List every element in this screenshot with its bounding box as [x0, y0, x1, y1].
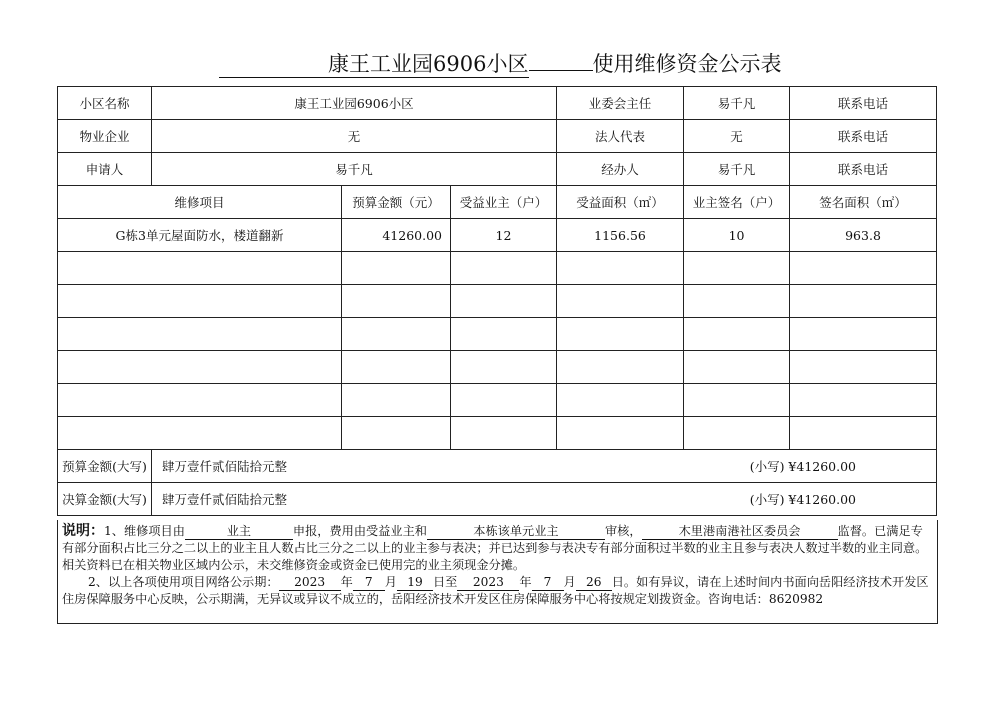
- col-header-owners: 受益业主（户）: [451, 186, 557, 219]
- col-header-signed-area: 签名面积（㎡）: [790, 186, 937, 219]
- table-row: [58, 219, 937, 252]
- community-value: 康王工业园6906小区: [152, 87, 557, 120]
- notes-end-year: 2023: [457, 575, 519, 591]
- notes-supervisor: 木里港南港社区委员会: [642, 524, 838, 540]
- final-upper: 肆万壹仟贰佰陆拾元整: [162, 492, 288, 507]
- col-header-area: 受益面积（㎡）: [557, 186, 684, 219]
- phone-label: 联系电话: [790, 87, 937, 120]
- notes-start-month: 7: [353, 575, 385, 591]
- row-owners: 12: [451, 219, 557, 252]
- title-underline-gap: [529, 70, 593, 71]
- page-title: [0, 48, 1000, 78]
- title-community: 康王工业园6906小区: [219, 51, 529, 78]
- community-label: 小区名称: [58, 87, 152, 120]
- info-row-applicant: [58, 153, 937, 186]
- budget-total-value: [152, 450, 937, 483]
- funds-table: [57, 86, 937, 516]
- budget-upper: 肆万壹仟贰佰陆拾元整: [162, 459, 288, 474]
- legal-label: 法人代表: [557, 120, 684, 153]
- table-row-empty: [58, 384, 937, 417]
- notes-declarer: 业主: [185, 524, 293, 540]
- final-total-label: 决算金额(大写): [58, 483, 152, 516]
- notes-start-day: 19: [397, 575, 433, 591]
- notes-to-char: 日至: [432, 575, 458, 589]
- final-lower: (小写) ¥41260.00: [749, 492, 857, 507]
- final-total-row: [58, 483, 937, 516]
- info-row-community: [58, 87, 937, 120]
- notes-p1-c: 审核，: [604, 524, 642, 538]
- committee-label: 业委会主任: [557, 87, 684, 120]
- notes-p2-a: 2、以上各项使用项目网络公示期：: [88, 575, 279, 589]
- handler-label: 经办人: [557, 153, 684, 186]
- applicant-label: 申请人: [58, 153, 152, 186]
- phone-label: 联系电话: [790, 120, 937, 153]
- info-row-property: [58, 120, 937, 153]
- notes-p1-a: 1、维修项目由: [104, 524, 185, 538]
- notes-day-char: 日: [611, 575, 624, 589]
- notes-reviewer: 本栋该单元业主: [427, 524, 605, 540]
- col-header-item: 维修项目: [58, 186, 342, 219]
- title-suffix: 使用维修资金公示表: [592, 52, 782, 76]
- notes-p2-b: 。如有异议，请在上述时间内书面向岳阳经济技术开发区住房保障服务中心反映，公示期满，无异议或异议不成立的，岳阳经济技术开发区住房保障服务中心将按规定划拨资金。咨询电话：8620982: [62, 575, 929, 606]
- table-row-empty: [58, 318, 937, 351]
- notes-month-char: 月: [563, 575, 576, 589]
- notes-end-month: 7: [532, 575, 564, 591]
- table-row-empty: [58, 252, 937, 285]
- phone-label: 联系电话: [790, 153, 937, 186]
- property-label: 物业企业: [58, 120, 152, 153]
- legal-value: 无: [684, 120, 790, 153]
- handler-value: 易千凡: [684, 153, 790, 186]
- col-header-signed: 业主签名（户）: [684, 186, 790, 219]
- row-budget: 41260.00: [342, 219, 451, 252]
- budget-total-row: [58, 450, 937, 483]
- notes-p1-b: 申报，费用由受益业主和: [292, 524, 427, 538]
- budget-total-label: 预算金额(大写): [58, 450, 152, 483]
- notes-year-char: 年: [519, 575, 532, 589]
- property-value: 无: [152, 120, 557, 153]
- notes-heading: 说明：: [62, 523, 104, 539]
- row-signed: 10: [684, 219, 790, 252]
- notes-month-char: 月: [384, 575, 397, 589]
- table-row-empty: [58, 351, 937, 384]
- committee-value: 易千凡: [684, 87, 790, 120]
- col-header-budget: 预算金额（元）: [342, 186, 451, 219]
- row-signed-area: 963.8: [790, 219, 937, 252]
- notes-year-char: 年: [340, 575, 353, 589]
- row-item: G栋3单元屋面防水，楼道翻新: [58, 219, 342, 252]
- notes-p1-d: 监督。已满足专有部分面积占比三分之二以上的业主且人数占比三分之二以上的业主参与表决；并已达到参与表决专有部分面积过半数的业主且参与表决人数过半数的业主同意。相关资料已在相关物业区域内公示，未交维修资金或资金已使用完的业主须现金分摊。: [62, 524, 928, 572]
- table-row-empty: [58, 285, 937, 318]
- column-header-row: [58, 186, 937, 219]
- applicant-value: 易千凡: [152, 153, 557, 186]
- notes-end-day: 26: [576, 575, 612, 591]
- budget-lower: (小写) ¥41260.00: [749, 459, 857, 474]
- notes-section: [57, 520, 938, 624]
- table-row-empty: [58, 417, 937, 450]
- final-total-value: [152, 483, 937, 516]
- row-area: 1156.56: [557, 219, 684, 252]
- notes-start-year: 2023: [279, 575, 341, 591]
